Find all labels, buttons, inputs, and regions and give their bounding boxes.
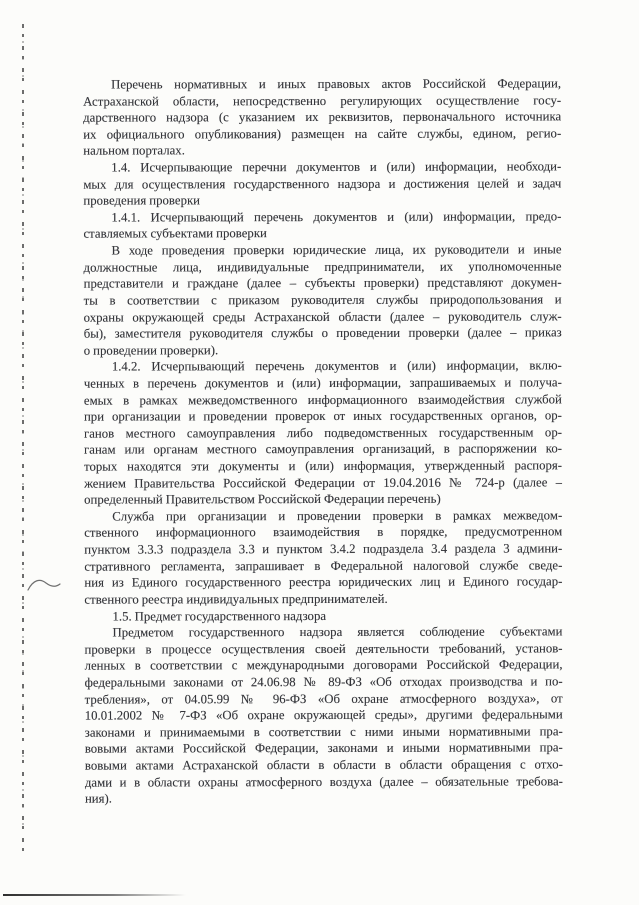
paragraph [84,607,562,625]
text-line: 1.4.1. Исчерпывающий перечень документов и (или) информации, предо- [111,209,562,225]
text-line: Служба при организации и проведении проверки в рамках межведом- [112,508,563,524]
text-line: торых находятся эти документы и (или) информация, утвержденный распоря- [84,458,563,474]
text-line: законами и принимаемыми в соответствии с ними иными нормативными пра- [84,724,563,740]
paragraph [83,241,561,359]
text-line: проведения проверки [83,193,201,208]
text-line: ственного информационного взаимодействия в порядке, предусмотренном [84,524,563,541]
text-line: охраны окружающей среды Астраханской области (далее – руководитель служ- [83,308,562,325]
text-line: ленных в соответствии с международными договорами Российской Федерации, [84,657,563,673]
text-line: Астраханской области, непосредственно регулирующих осуществление госу- [83,92,562,109]
text-line: ганам или органам местного самоуправления организаций, в распоряжении ко- [84,441,563,458]
text-line: 1.4.2. Исчерпывающий перечень документов и (или) информации, вклю- [111,358,562,374]
text-line: представители и граждане (далее – субъекты проверки) представляют докумен- [83,275,562,291]
text-line: ственного реестра индивидуальных предпринимателей. [84,591,388,607]
text-line: определенный Правительством Российской Федерации перечень) [84,491,441,507]
text-line: вовыми актами Российской Федерации, законами и иными нормативными пра- [84,740,563,756]
text-line: при организации и проведении проверок от иных государственных органов, ор- [83,408,562,424]
text-line: стративного регламента, запрашивает в Федеральной налоговой службе сведе- [84,558,563,574]
paragraph [83,208,561,242]
text-line: бы), заместителя руководителя службы о проведении проверки (далее – приказ [83,325,562,341]
text-line: мых для осуществления государственного надзора и достижения целей и задач [83,176,562,192]
paragraph [84,623,562,807]
text-line: жением Правительства Российской Федерации от 19.04.2016 № 724-р (далее – [84,474,563,491]
text-line: нальном порталах. [83,143,185,159]
paragraph [84,507,562,608]
text-line: ния). [84,791,113,806]
text-line: ченных в перечень документов и (или) информации, запрашиваемых и получа- [83,375,562,391]
text-line: федеральными законами от 24.06.98 № 89-ФЗ «Об отходах производства и по- [84,674,563,690]
text-line: о проведении проверки). [83,343,219,358]
text-line: пунктом 3.3.3 подраздела 3.3 и пунктом 3.4.2 подраздела 3.4 раздела 3 админи- [84,541,563,557]
scan-bottom-edge-line [3,894,186,896]
text-line: дарственного надзора (с указанием их реквизитов, первоначального источника [83,109,562,125]
paragraph [83,75,561,159]
text-line: ганов местного самоуправления либо подведомственных государственным ор- [83,425,562,441]
text-line: 1.5. Предмет государственного надзора [112,608,327,624]
text-line: В ходе проведения проверки юридические лица, их руководители и иные [111,242,562,258]
text-line: ставляемых субъектами проверки [83,226,267,242]
text-line: вовыми актами Астраханской области в области в области обращения с отхо- [84,757,563,773]
paragraph [83,158,561,209]
text-line: 1.4. Исчерпывающие перечни документов и (или) информации, необходи- [111,159,562,175]
text-line: их официального опубликования) размещен на сайте службы, едином, регио- [83,126,562,142]
paragraph [84,358,562,509]
text-line: 10.01.2002 № 7-ФЗ «Об охране окружающей среды», другими федеральными [84,707,563,723]
scan-vertical-dashed-line [22,24,24,852]
text-line: ния из Единого государственного реестра юридических лиц и Единого государ- [84,574,563,590]
text-line: емых в рамках межведомственного информационного взаимодействия службой [83,391,562,408]
text-line: проверки в процессе осуществления своей деятельности требований, установ- [84,641,563,657]
text-line: Предметом государственного надзора является соблюдение субъектами [112,624,563,640]
text-line: ты в соответствии с приказом руководителя службы природопользования и [83,292,562,308]
text-line: дами и в области охраны атмосферного воздуха (далее – обязательные требова- [84,773,563,790]
text-line: требления», от 04.05.99 № 96-ФЗ «Об охране атмосферного воздуха», от [84,690,563,707]
document-text [83,75,563,807]
text-line: Перечень нормативных и иных правовых актов Российской Федерации, [111,76,562,92]
handwritten-squiggle-mark [26,576,62,594]
text-line: должностные лица, индивидуальные предприниматели, их уполномоченные [83,259,562,275]
